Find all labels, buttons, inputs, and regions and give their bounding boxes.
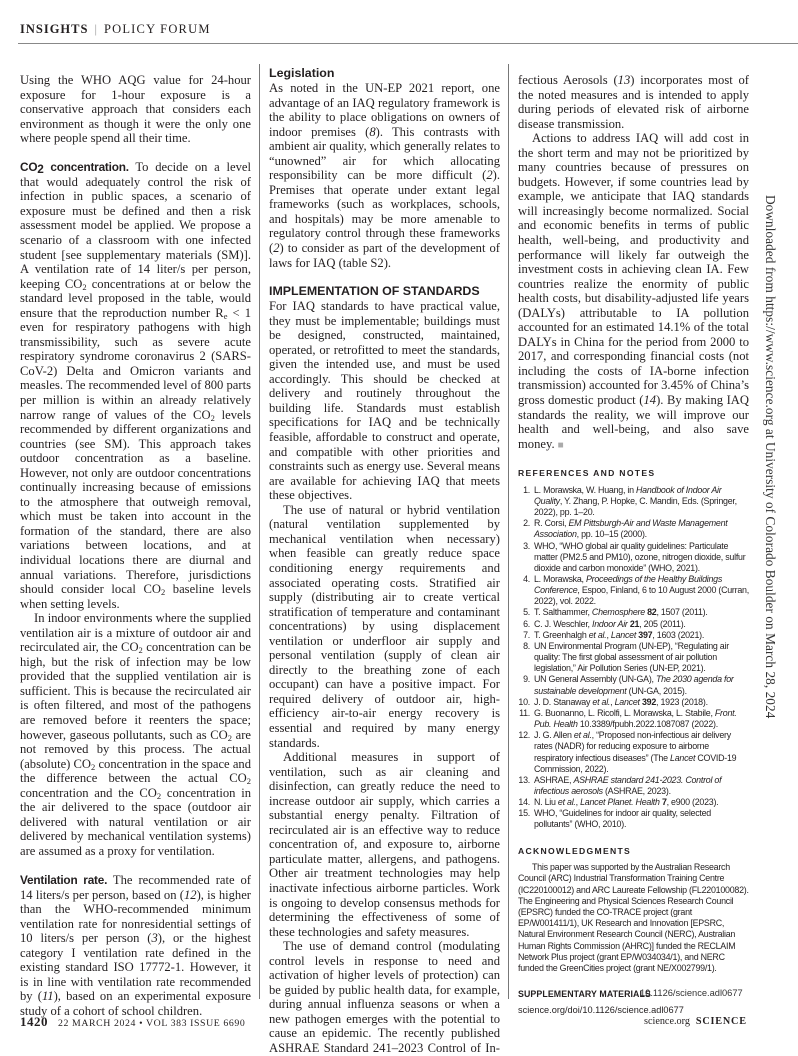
reference-item bbox=[518, 485, 749, 518]
text-run: The use of natural or hybrid ventilation (natural ventilation supplemented by mechanical ventilation when necessary) when feasible can greatly reduce space conditioning energy requirements and associated operating costs. Stratified air supply (distributing air to create vertical stratification of temperature and contaminant concentrations) by using displacement ventilation or underfloor air supply and personal ventilation (supply of clean air directly to the breathing zone of each occupant) can have a positive impact. For required delivery of outdoor air, high-efficiency air-to-air energy recovery is essential and required by many energy standards. bbox=[269, 502, 500, 750]
reference-number: 8. bbox=[523, 640, 530, 651]
supplementary-link[interactable]: science.org/doi/10.1126/science.adl0677 bbox=[518, 1004, 684, 1015]
text-run: Front. Pub. Health bbox=[534, 707, 737, 730]
text-run: To decide on a level that would adequately control the risk of infection in public spaces, a scenario of exposure must be defined and then a risk assessment model be applied. We propose a scenario of a classroom with one infected student [see supplementary materials (SM)]. A ventilation rate of 14 liter/s per person, keeping CO bbox=[20, 160, 251, 291]
text-run: L. Morawska, bbox=[534, 574, 586, 585]
body-paragraph bbox=[518, 131, 749, 453]
text-run: 2 bbox=[160, 587, 166, 598]
text-run: ASHRAE standard 241-2023. Control of infectious aerosols bbox=[534, 774, 722, 796]
text-run: , 205 (2011). bbox=[639, 618, 686, 629]
text-run: T. Salthammer, bbox=[534, 607, 592, 618]
text-run: The recommended rate of 14 liters/s per person, based on ( bbox=[20, 872, 251, 902]
section-label: INSIGHTS bbox=[20, 22, 89, 36]
text-run: 13 bbox=[617, 73, 631, 87]
text-run: 11 bbox=[41, 989, 54, 1004]
text-run: ASHRAE, bbox=[534, 774, 574, 785]
text-run: The 2030 agenda for sustainable development bbox=[534, 674, 734, 696]
text-run: , bbox=[575, 797, 581, 808]
text-run: L. Morawska, W. Huang, in bbox=[534, 484, 637, 495]
text-run: (ASHRAE, 2023). bbox=[602, 785, 671, 796]
reference-number: 7. bbox=[523, 629, 530, 640]
journal-name: SCIENCE bbox=[695, 1016, 747, 1027]
text-run: , Espoo, Finland, 6 to 10 August 2000 (Curran, 2022), vol. 2022. bbox=[534, 585, 749, 607]
acknowledgments-heading: ACKNOWLEDGMENTS bbox=[518, 845, 632, 856]
reference-number: 4. bbox=[523, 574, 530, 585]
text-run: ). This contrasts with ambient air quality, which generally relates to “unowned” air for which allocating responsibility can be more difficult ( bbox=[269, 124, 501, 183]
column-divider bbox=[508, 64, 509, 999]
text-run: et al. bbox=[557, 797, 576, 808]
footer-right bbox=[644, 1016, 747, 1027]
reference-number: 2. bbox=[523, 518, 530, 529]
text-run: ), is higher than the WHO-recommended minimum ventilation rate for nonresidential settings of 10 liters/s per person ( bbox=[20, 887, 251, 946]
supplementary-heading: SUPPLEMENTARY MATERIALS bbox=[518, 989, 651, 1000]
text-run: Indoor Air bbox=[591, 618, 628, 629]
text-run: R. Corsi, bbox=[534, 518, 569, 529]
text-run: J. D. Stanaway bbox=[534, 696, 593, 707]
body-paragraph bbox=[20, 73, 251, 146]
text-run: 10.3389/fpubh.2022.1087087 (2022). bbox=[577, 719, 718, 730]
text-run: Handbook of Indoor Air Quality bbox=[534, 484, 722, 506]
text-run: UN General Assembly (UN-GA), bbox=[534, 674, 656, 685]
text-run: UN Environmental Program (UN-EP), “Regulating air quality: The first global assessment of air pollution legislation,” Air Pollution Series (UN-EP, 2021). bbox=[534, 640, 729, 674]
reference-number: 12. bbox=[518, 730, 530, 741]
text-run: are not removed by this process. The actual (absolute) CO bbox=[20, 727, 251, 771]
subsection-label: POLICY FORUM bbox=[103, 22, 211, 36]
text-run: concentration can be high, but the risk of infection may be low provided that the supplied ventilation air is sufficient. This is because the recirculated air is often filtered, and most of the pathogens are removed before it reenters the space; however, gaseous pollutants, such as CO bbox=[20, 640, 251, 742]
text-run: , bbox=[606, 629, 611, 640]
text-run: Lancet bbox=[670, 752, 696, 763]
reference-item bbox=[518, 697, 749, 708]
text-run: T. Greenhalgh bbox=[534, 629, 589, 640]
text-run: Lancet bbox=[610, 629, 637, 640]
reference-item bbox=[518, 775, 749, 797]
text-run: concentration in the space and the difference between the actual CO bbox=[20, 756, 252, 786]
text-run: et al. bbox=[573, 730, 592, 741]
text-run: J. G. Allen bbox=[534, 730, 574, 741]
text-run: In indoor environments where the supplied ventilation air is a mixture of outdoor air and recirculated air, the CO bbox=[20, 611, 251, 655]
reference-number: 9. bbox=[523, 674, 530, 685]
text-run: 397 bbox=[638, 629, 653, 640]
reference-number: 11. bbox=[519, 707, 530, 718]
text-run: Ventilation rate. bbox=[20, 872, 108, 887]
column-3 bbox=[518, 73, 749, 1017]
text-run: fectious Aerosols ( bbox=[518, 73, 618, 87]
body-paragraph bbox=[269, 750, 500, 939]
footer-left bbox=[20, 1014, 245, 1030]
text-run: Chemosphere bbox=[591, 607, 645, 618]
reference-item bbox=[518, 518, 749, 540]
article-doi[interactable]: 10.1126/science.adl0677 bbox=[640, 988, 743, 998]
reference-item bbox=[518, 541, 749, 574]
text-run: , 1507 (2011). bbox=[656, 607, 708, 618]
text-run: e bbox=[223, 310, 228, 321]
reference-number: 13. bbox=[518, 774, 530, 785]
reference-item bbox=[518, 674, 749, 696]
text-run: concentration and the CO bbox=[20, 785, 157, 800]
text-run: , 1923 (2018). bbox=[656, 696, 708, 707]
text-run: levels recommended by different organizations and countries (see SM). This approach takes outdoor concentration as a baseline. However, not only are outdoor concentrations continually increasing because of emissions to the atmosphere that outweigh removal, which must be taken into account in the formation of the standard, there are also variations between locations, and at individual locations there are diurnal and annual variations. Therefore, jurisdictions should consider local CO bbox=[20, 407, 252, 597]
text-run: EM Pittsburgh-Air and Waste Management Association bbox=[534, 518, 728, 540]
text-run: Actions to address IAQ will add cost in the short term and may not be prioritized by many countries because of pressures on budgets. However, if some countries lead by example, we anticipate that IAQ standards will increasingly become normalized. Social and economic benefits in terms of public health, well-being, and productivity and performance will likely far outweigh the investment costs in achieving clean IA. Few countries realize the enormity of public health costs, but disability-adjusted life years (DALYs) attributable to IA pollution accounted for an estimated 14.1% of the total DALYs in China for the period from 2000 to 2017, and corresponding financial costs (not including the costs of IA-borne infection transmission) accounted for 3.45% of China’s gross domestic product ( bbox=[518, 131, 749, 408]
text-run: Additional measures in support of ventilation, such as air cleaning and disinfection, can greatly reduce the need to increase outdoor air supply, which carries a substantial energy penalty. Filtration of recirculated air is an effective way to reduce concentration of, and exposure to, airborne particulate matter, allergens, and pathogens. Other air treatment technologies may help inactivate infectious airborne particles. Work is ongoing to develop consensus methods for determining the effectiveness of some of these technologies and safety measures. bbox=[269, 750, 500, 939]
text-run: concentrations at or below the standard level proposed in the table, would ensure that the reproduction number R bbox=[20, 276, 252, 320]
text-run: concentration. bbox=[43, 160, 129, 175]
end-of-article-square-icon: ■ bbox=[557, 439, 564, 451]
column-divider bbox=[259, 64, 260, 999]
text-run: < 1 even for respiratory pathogens with high transmissibility, such as severe acute respiratory syndrome coronavirus 2 (SARS-CoV-2) Delta and Omicron variants and measles. The recommended level of 800 parts per million is within an already relatively narrow range of values of the CO bbox=[20, 305, 251, 422]
reference-number: 3. bbox=[523, 540, 530, 551]
text-run: 2 bbox=[273, 241, 280, 256]
text-run: For IAQ standards to have practical value, they must be implementable; buildings must be designed, constructed, maintained, operated, or retrofitted to meet the standards, given the intended use, and must be used accordingly. This should be checked at delivery and routinely throughout the building life. Standards must establish specifications for IAQ and be technically feasible, affordable to construct and operate, and compatible with other priorities and constraints such as energy use. Several means are available for achieving IAQ that meets these objectives. bbox=[269, 299, 500, 503]
reference-item bbox=[518, 797, 749, 808]
reference-item bbox=[518, 630, 749, 641]
text-run: As noted in the UN-EP 2021 report, one advantage of an IAQ regulatory framework is the ability to place obligations on owners of indoor premises ( bbox=[269, 81, 500, 139]
site-link[interactable]: science.org bbox=[644, 1016, 690, 1027]
text-run: ). By making IAQ standards the reality, we will improve our health and well-being, and also save money. bbox=[518, 393, 749, 451]
reference-item bbox=[518, 730, 749, 775]
text-run: G. Buonanno, L. Ricolfi, L. Morawska, L. Stabile, bbox=[534, 707, 715, 718]
text-run: , Y. Zhang, P. Hopke, C. Mandin, Eds. (Springer, 2022), pp. 1–20. bbox=[534, 495, 737, 518]
text-run: 392 bbox=[641, 696, 657, 707]
text-run: (UN-GA, 2015). bbox=[626, 685, 687, 696]
column-1 bbox=[20, 73, 251, 1018]
text-run: 14 bbox=[643, 393, 657, 408]
header-rule bbox=[18, 43, 798, 44]
text-run: et al. bbox=[588, 629, 607, 640]
text-run: 7 bbox=[661, 797, 667, 808]
text-run: , pp. 10–15 (2000). bbox=[576, 529, 647, 540]
body-paragraph bbox=[518, 73, 749, 131]
text-run: N. Liu bbox=[534, 797, 558, 808]
text-run: Lancet Planet. Health bbox=[580, 797, 660, 808]
section-heading: Legislation bbox=[269, 66, 335, 80]
text-run: 2 bbox=[91, 761, 96, 772]
text-run: , e900 (2023). bbox=[666, 797, 719, 808]
header-divider: | bbox=[94, 22, 98, 36]
reference-item bbox=[518, 574, 749, 607]
reference-number: 14. bbox=[518, 797, 530, 808]
reference-number: 10. bbox=[518, 696, 530, 707]
text-run: 2 bbox=[138, 645, 143, 656]
download-note: Downloaded from https://www.science.org at University of Colorado Boulder on March 28, 2024 bbox=[763, 195, 778, 719]
running-header bbox=[20, 22, 211, 37]
text-run: 2 bbox=[156, 790, 162, 801]
body-paragraph bbox=[269, 81, 500, 270]
text-run: ) incorporates most of the noted measures and is intended to apply during periods of elevated risk of airborne disease transmission. bbox=[518, 73, 749, 131]
text-run: CO bbox=[20, 160, 38, 175]
body-paragraph bbox=[269, 503, 500, 750]
references-heading: REFERENCES AND NOTES bbox=[518, 468, 656, 479]
text-run: et al. bbox=[592, 696, 611, 707]
body-paragraph bbox=[20, 611, 251, 858]
reference-number: 5. bbox=[523, 607, 530, 618]
text-run: WHO, “WHO global air quality guidelines: Particulate matter (PM2.5 and PM10), ozone, nitrogen dioxide, sulfur dioxide and carbon monoxide” (WHO, 2021). bbox=[534, 540, 746, 573]
reference-item bbox=[518, 708, 749, 730]
acknowledgments-text: This paper was supported by the Australian Research Council (ARC) Industrial Transformation Training Centre (IC220100012) and ARC Laureate Fellowship (FL220100082). The Engineering and Physical Sciences Research Council (EPSRC) funded the CO-TRACE project (grant EP/W001411/1), UK Research and Innovation [EPSRC, Natural Environment Research Council (NERC), Australian Human Rights Commission (AHRC)] funded the RECLAIM Network Plus project (grant EP/W034034/1), and NERC funded the GreenCities project (grant NE/X002799/1). bbox=[518, 862, 749, 973]
body-paragraph bbox=[269, 299, 500, 503]
body-paragraph bbox=[269, 939, 500, 1055]
text-run: 2 bbox=[37, 162, 44, 177]
text-run: WHO, “Guidelines for indoor air quality, selected pollutants” (WHO, 2010). bbox=[534, 808, 711, 830]
reference-number: 6. bbox=[523, 618, 530, 629]
reference-number: 15. bbox=[518, 808, 530, 819]
text-run: ), based on an experimental exposure study of a cohort of school children. bbox=[20, 989, 252, 1018]
text-run: 82 bbox=[647, 607, 657, 618]
text-run: Lancet bbox=[614, 696, 640, 707]
text-run: Proceedings of the Healthy Buildings Conference bbox=[534, 574, 723, 596]
text-run: The use of demand control (modulating control levels in response to need and activation of higher levels of protection) can be guided by public health data, for example, during annual influenza seasons or when a new pathogen emerges with the potential to cause an epidemic. The recently published ASHRAE Standard 241–2023 Control of In- bbox=[269, 939, 500, 1055]
page-number: 1420 bbox=[20, 1014, 48, 1029]
column-3-body bbox=[518, 73, 749, 453]
reference-number: 1. bbox=[523, 484, 530, 495]
text-run: Using the WHO AQG value for 24-hour exposure for 1-hour exposure is a conservative approach that considers each environment as though it were the only one where people spend all their time. bbox=[20, 73, 251, 146]
text-run: baseline levels when setting levels. bbox=[20, 582, 251, 611]
text-run: , 1603 (2021). bbox=[652, 629, 705, 640]
issue-info: 22 MARCH 2024 • VOL 383 ISSUE 6690 bbox=[58, 1018, 246, 1029]
text-run: concentration in the air delivered to the space (outdoor air delivered with natural ventilation or air delivered by mechanical ventilation systems) are assumed as a proxy for ventilation. bbox=[20, 785, 251, 858]
text-run: C. J. Weschler, bbox=[534, 618, 592, 629]
text-run: , “Proposed non-infectious air delivery rates (NADR) for reducing exposure to airborne respiratory infectious diseases” (The bbox=[534, 730, 731, 763]
text-run: 3 bbox=[151, 931, 158, 946]
text-run: 2 bbox=[486, 168, 493, 183]
references-list bbox=[518, 485, 749, 831]
text-run: 2 bbox=[210, 412, 215, 423]
reference-item bbox=[518, 619, 749, 630]
text-run: 2 bbox=[227, 732, 233, 743]
reference-item bbox=[518, 641, 749, 674]
column-2 bbox=[269, 66, 500, 1056]
text-run: ) to consider as part of the development of laws for IAQ (table S2). bbox=[269, 241, 500, 270]
text-run: COVID-19 Commission, 2022). bbox=[534, 752, 737, 774]
text-run: 21 bbox=[629, 618, 640, 629]
body-paragraph bbox=[20, 873, 251, 1018]
text-run: , bbox=[610, 696, 615, 707]
reference-item bbox=[518, 808, 749, 830]
text-run: 8 bbox=[369, 124, 376, 139]
body-paragraph bbox=[20, 160, 251, 611]
text-run: 2 bbox=[82, 281, 87, 292]
section-heading: IMPLEMENTATION OF STANDARDS bbox=[269, 284, 480, 299]
text-run: ), or the highest category I ventilation rate defined in the existing standard ISO 17772-1. However, it is in line with ventilation rate recommended by ( bbox=[20, 931, 251, 1004]
text-run: ). Premises that operate under extant legal frameworks (such as workplaces, schools, and hospitals) may be more amenable to regulatory control through these frameworks ( bbox=[269, 168, 500, 256]
reference-item bbox=[518, 607, 749, 618]
text-run: 12 bbox=[183, 887, 197, 902]
text-run: 2 bbox=[246, 776, 251, 787]
